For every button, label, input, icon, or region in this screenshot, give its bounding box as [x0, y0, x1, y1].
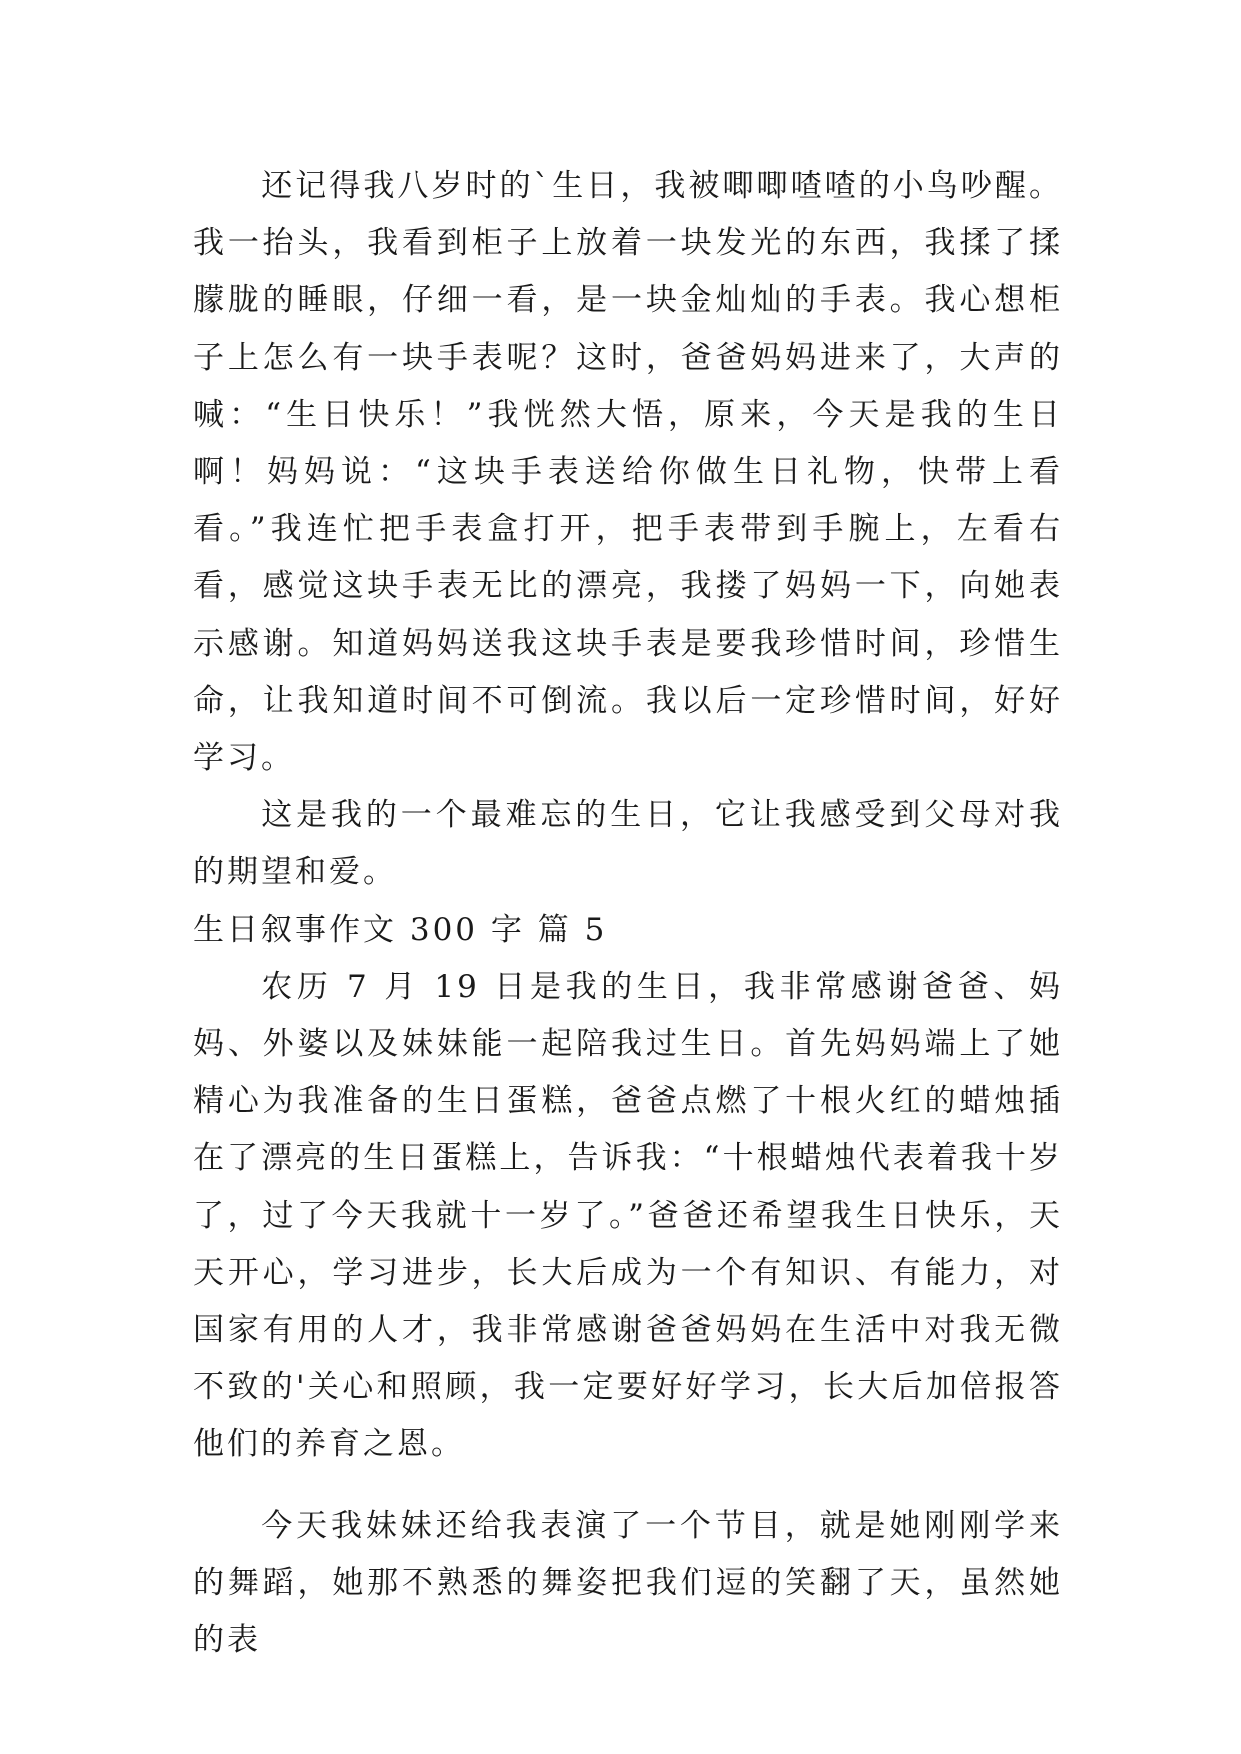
section-heading: 生日叙事作文 300 字 篇 5 — [193, 911, 608, 948]
paragraph-lunar-birthday: 农历 7 月 19 日是我的生日，我非常感谢爸爸、妈妈、外婆以及妹妹能一起陪我过生日。首先妈妈端上了她精心为我准备的生日蛋糕，爸爸点燃了十根火红的蜡烛插在了漂亮的生日蛋糕上，告诉我：“十根蜡烛代表着我十岁了，过了今天我就十一岁了。”爸爸还希望我生日快乐，天天开心，学习进步，长大后成为一个有知识、有能力，对国家有用的人才，我非常感谢爸爸妈妈在生活中对我无微不致的'关心和照顾，我一定要好好学习，长大后加倍报答他们的养育之恩。 — [193, 968, 1063, 1463]
paragraph-unforgettable-birthday: 这是我的一个最难忘的生日，它让我感受到父母对我的期望和爱。 — [193, 797, 1063, 891]
paragraph-watch-gift: 还记得我八岁时的`生日，我被唧唧喳喳的小鸟吵醒。我一抬头，我看到柜子上放着一块发光的东西，我揉了揉朦胧的睡眼，仔细一看，是一块金灿灿的手表。我心想柜子上怎么有一块手表呢？这时，爸爸妈妈进来了，大声的喊：“生日快乐！”我恍然大悟，原来，今天是我的生日啊！妈妈说：“这块手表送给你做生日礼物，快带上看看。”我连忙把手表盒打开，把手表带到手腕上，左看右看，感觉这块手表无比的漂亮，我搂了妈妈一下，向她表示感谢。知道妈妈送我这块手表是要我珍惜时间，珍惜生命，让我知道时间不可倒流。我以后一定珍惜时间，好好学习。 — [193, 168, 1063, 777]
paragraph-sister-dance: 今天我妹妹还给我表演了一个节目，就是她刚刚学来的舞蹈，她那不熟悉的舞姿把我们逗的笑翻了天，虽然她的表 — [193, 1507, 1063, 1659]
document-body — [193, 158, 1063, 1669]
